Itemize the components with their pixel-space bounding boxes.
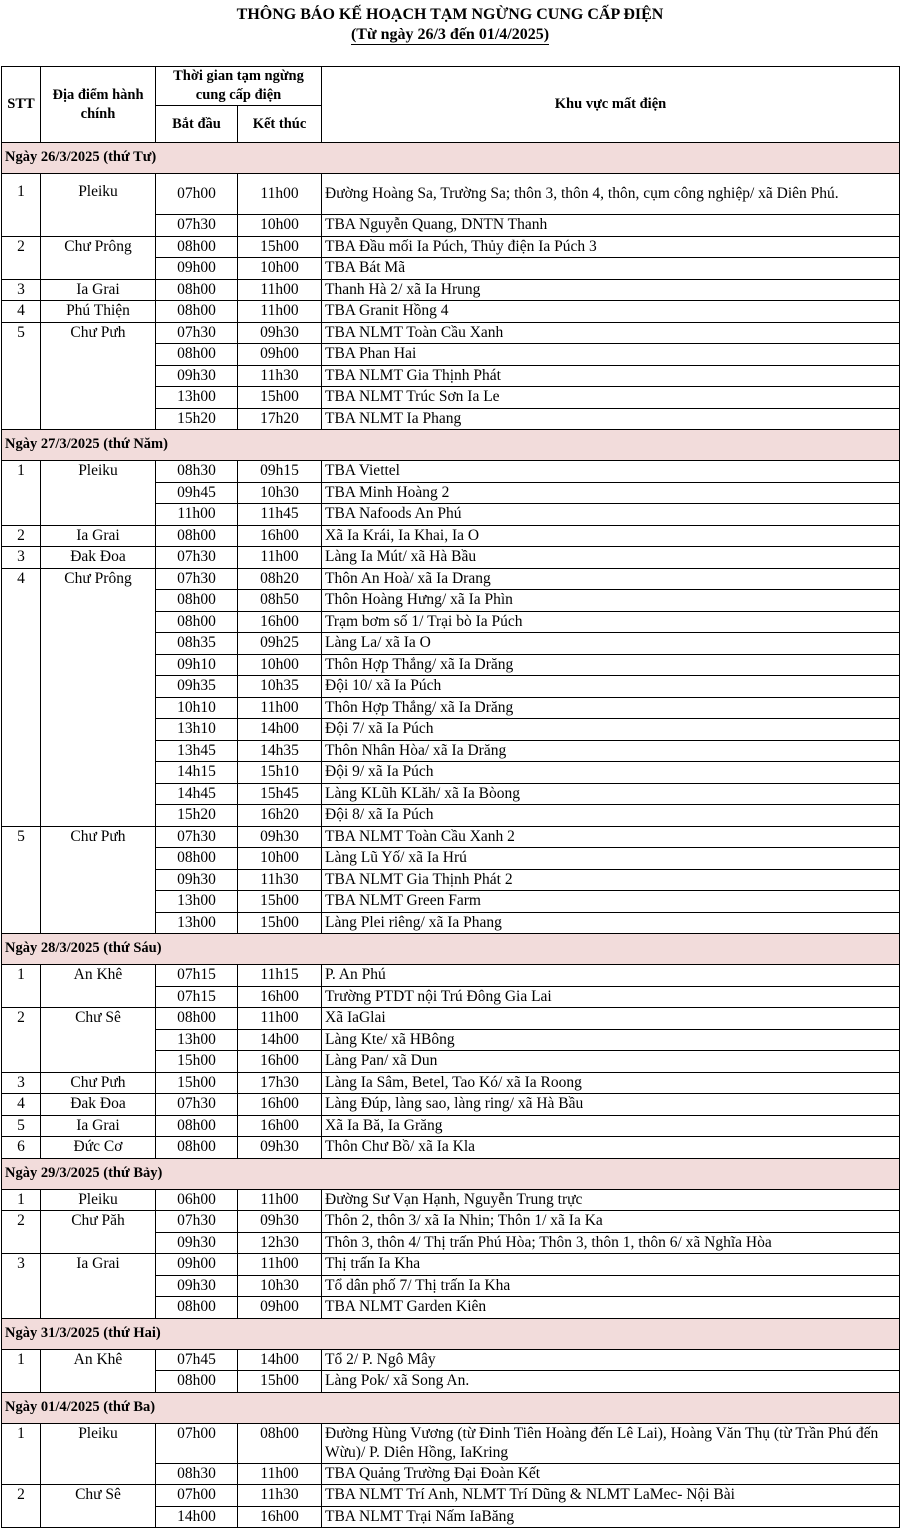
area-cell: TBA Đầu mối Ia Púch, Thủy điện Ia Púch 3 xyxy=(322,236,900,258)
end-time-cell: 10h00 xyxy=(238,215,322,237)
stt-cell: 3 xyxy=(2,1072,41,1094)
start-time-cell: 13h00 xyxy=(156,387,238,409)
stt-cell: 2 xyxy=(2,236,41,279)
area-cell: TBA Granit Hồng 4 xyxy=(322,301,900,323)
table-row xyxy=(2,174,900,215)
day-label: Ngày 28/3/2025 (thứ Sáu) xyxy=(2,934,900,965)
location-cell: Pleiku xyxy=(41,1189,156,1211)
day-header-row xyxy=(2,1392,900,1423)
table-row xyxy=(2,1211,900,1233)
area-cell: Thôn Hoàng Hưng/ xã Ia Phìn xyxy=(322,590,900,612)
area-cell: Đường Sư Vạn Hạnh, Nguyễn Trung trực xyxy=(322,1189,900,1211)
location-cell: Ia Grai xyxy=(41,1115,156,1137)
area-cell: Làng Plei riêng/ xã Ia Phang xyxy=(322,912,900,934)
table-row xyxy=(2,1094,900,1116)
location-cell: Pleiku xyxy=(41,1423,156,1485)
end-time-cell: 09h30 xyxy=(238,1137,322,1159)
area-cell: TBA Quảng Trường Đại Đoàn Kết xyxy=(322,1463,900,1485)
area-cell: TBA Viettel xyxy=(322,461,900,483)
area-cell: Đội 10/ xã Ia Púch xyxy=(322,676,900,698)
area-cell: TBA NLMT Gia Thịnh Phát 2 xyxy=(322,869,900,891)
end-time-cell: 09h30 xyxy=(238,322,322,344)
stt-cell: 6 xyxy=(2,1137,41,1159)
location-cell: Chư Prông xyxy=(41,236,156,279)
end-time-cell: 09h30 xyxy=(238,1211,322,1233)
end-time-cell: 17h20 xyxy=(238,408,322,430)
area-cell: Thôn An Hoà/ xã Ia Drang xyxy=(322,568,900,590)
stt-cell: 4 xyxy=(2,1094,41,1116)
page-subtitle: (Từ ngày 26/3 đến 01/4/2025) xyxy=(350,26,550,43)
area-cell: Thôn 3, thôn 4/ Thị trấn Phú Hòa; Thôn 3, thôn 1, thôn 6/ xã Nghĩa Hòa xyxy=(322,1232,900,1254)
stt-cell: 2 xyxy=(2,525,41,547)
end-time-cell: 09h15 xyxy=(238,461,322,483)
end-time-cell: 16h20 xyxy=(238,805,322,827)
end-time-cell: 10h30 xyxy=(238,482,322,504)
start-time-cell: 09h45 xyxy=(156,482,238,504)
area-cell: Trường PTDT nội Trú Đông Gia Lai xyxy=(322,986,900,1008)
table-row xyxy=(2,1115,900,1137)
area-cell: Tổ dân phố 7/ Thị trấn Ia Kha xyxy=(322,1275,900,1297)
area-cell: Đội 9/ xã Ia Púch xyxy=(322,762,900,784)
end-time-cell: 11h30 xyxy=(238,1485,322,1507)
location-cell: Chư Sê xyxy=(41,1485,156,1528)
end-time-cell: 15h00 xyxy=(238,387,322,409)
location-cell: Ia Grai xyxy=(41,1254,156,1319)
table-row xyxy=(2,1423,900,1463)
col-area: Khu vực mất điện xyxy=(322,67,900,143)
area-cell: Làng Ia Mút/ xã Hà Bầu xyxy=(322,547,900,569)
start-time-cell: 07h30 xyxy=(156,826,238,848)
end-time-cell: 11h30 xyxy=(238,869,322,891)
stt-cell: 1 xyxy=(2,1423,41,1485)
day-header-row xyxy=(2,1158,900,1189)
end-time-cell: 15h00 xyxy=(238,1371,322,1393)
start-time-cell: 08h00 xyxy=(156,1008,238,1030)
stt-cell: 1 xyxy=(2,461,41,526)
area-cell: Làng Pan/ xã Dun xyxy=(322,1051,900,1073)
end-time-cell: 09h25 xyxy=(238,633,322,655)
location-cell: Chư Pưh xyxy=(41,1072,156,1094)
area-cell: TBA NLMT Trúc Sơn Ia Le xyxy=(322,387,900,409)
start-time-cell: 08h30 xyxy=(156,461,238,483)
table-row xyxy=(2,1349,900,1371)
start-time-cell: 08h00 xyxy=(156,1137,238,1159)
area-cell: TBA Minh Hoàng 2 xyxy=(322,482,900,504)
day-label: Ngày 29/3/2025 (thứ Bảy) xyxy=(2,1158,900,1189)
location-cell: Pleiku xyxy=(41,461,156,526)
end-time-cell: 08h50 xyxy=(238,590,322,612)
start-time-cell: 08h00 xyxy=(156,301,238,323)
area-cell: Làng Kte/ xã HBông xyxy=(322,1029,900,1051)
area-cell: Thị trấn Ia Kha xyxy=(322,1254,900,1276)
start-time-cell: 13h00 xyxy=(156,912,238,934)
area-cell: TBA NLMT Gia Thịnh Phát xyxy=(322,365,900,387)
start-time-cell: 14h45 xyxy=(156,783,238,805)
start-time-cell: 14h15 xyxy=(156,762,238,784)
end-time-cell: 16h00 xyxy=(238,611,322,633)
area-cell: Thôn Chư Bồ/ xã Ia Kla xyxy=(322,1137,900,1159)
end-time-cell: 15h10 xyxy=(238,762,322,784)
table-row xyxy=(2,965,900,987)
stt-cell: 5 xyxy=(2,1115,41,1137)
table-body xyxy=(2,143,900,1528)
day-label: Ngày 26/3/2025 (thứ Tư) xyxy=(2,143,900,174)
start-time-cell: 09h10 xyxy=(156,654,238,676)
stt-cell: 5 xyxy=(2,826,41,934)
stt-cell: 1 xyxy=(2,1349,41,1392)
table-row xyxy=(2,301,900,323)
end-time-cell: 14h00 xyxy=(238,1349,322,1371)
end-time-cell: 11h00 xyxy=(238,1189,322,1211)
start-time-cell: 06h00 xyxy=(156,1189,238,1211)
start-time-cell: 09h35 xyxy=(156,676,238,698)
end-time-cell: 11h00 xyxy=(238,1463,322,1485)
start-time-cell: 08h00 xyxy=(156,236,238,258)
start-time-cell: 09h30 xyxy=(156,365,238,387)
end-time-cell: 16h00 xyxy=(238,525,322,547)
start-time-cell: 08h00 xyxy=(156,848,238,870)
start-time-cell: 09h30 xyxy=(156,1232,238,1254)
start-time-cell: 09h30 xyxy=(156,869,238,891)
start-time-cell: 08h00 xyxy=(156,611,238,633)
area-cell: Làng KLũh KLăh/ xã Ia Bòong xyxy=(322,783,900,805)
start-time-cell: 07h30 xyxy=(156,1211,238,1233)
end-time-cell: 09h30 xyxy=(238,826,322,848)
location-cell: Đak Đoa xyxy=(41,547,156,569)
end-time-cell: 11h30 xyxy=(238,365,322,387)
end-time-cell: 10h35 xyxy=(238,676,322,698)
start-time-cell: 08h00 xyxy=(156,1297,238,1319)
col-time-group: Thời gian tạm ngừng cung cấp điện xyxy=(156,67,322,106)
stt-cell: 1 xyxy=(2,174,41,237)
end-time-cell: 10h30 xyxy=(238,1275,322,1297)
table-row xyxy=(2,826,900,848)
location-cell: Đức Cơ xyxy=(41,1137,156,1159)
start-time-cell: 07h15 xyxy=(156,965,238,987)
start-time-cell: 15h20 xyxy=(156,805,238,827)
day-header-row xyxy=(2,143,900,174)
end-time-cell: 15h00 xyxy=(238,891,322,913)
area-cell: TBA NLMT Trí Anh, NLMT Trí Dũng & NLMT LaMec- Nội Bài xyxy=(322,1485,900,1507)
table-row xyxy=(2,279,900,301)
col-start: Bắt đầu xyxy=(156,106,238,143)
location-cell: Ia Grai xyxy=(41,279,156,301)
area-cell: Làng Lũ Yố/ xã Ia Hrú xyxy=(322,848,900,870)
start-time-cell: 09h00 xyxy=(156,258,238,280)
start-time-cell: 08h00 xyxy=(156,590,238,612)
area-cell: TBA NLMT Trại Nấm IaBăng xyxy=(322,1506,900,1528)
start-time-cell: 07h30 xyxy=(156,322,238,344)
area-cell: TBA NLMT Garden Kiên xyxy=(322,1297,900,1319)
end-time-cell: 11h15 xyxy=(238,965,322,987)
start-time-cell: 07h30 xyxy=(156,547,238,569)
area-cell: Làng Pok/ xã Song An. xyxy=(322,1371,900,1393)
start-time-cell: 10h10 xyxy=(156,697,238,719)
end-time-cell: 17h30 xyxy=(238,1072,322,1094)
end-time-cell: 11h00 xyxy=(238,174,322,215)
end-time-cell: 14h00 xyxy=(238,719,322,741)
end-time-cell: 11h00 xyxy=(238,1008,322,1030)
start-time-cell: 08h00 xyxy=(156,344,238,366)
start-time-cell: 07h30 xyxy=(156,1094,238,1116)
day-header-row xyxy=(2,934,900,965)
area-cell: TBA NLMT Toàn Cầu Xanh xyxy=(322,322,900,344)
table-row xyxy=(2,1485,900,1507)
table-row xyxy=(2,1137,900,1159)
day-header-row xyxy=(2,1318,900,1349)
stt-cell: 4 xyxy=(2,568,41,826)
start-time-cell: 11h00 xyxy=(156,504,238,526)
area-cell: TBA Phan Hai xyxy=(322,344,900,366)
start-time-cell: 08h30 xyxy=(156,1463,238,1485)
start-time-cell: 09h00 xyxy=(156,1254,238,1276)
area-cell: TBA Nafoods An Phú xyxy=(322,504,900,526)
location-cell: An Khê xyxy=(41,965,156,1008)
location-cell: Đak Đoa xyxy=(41,1094,156,1116)
col-end: Kết thúc xyxy=(238,106,322,143)
area-cell: Đội 7/ xã Ia Púch xyxy=(322,719,900,741)
day-label: Ngày 27/3/2025 (thứ Năm) xyxy=(2,430,900,461)
area-cell: Làng Ia Sâm, Betel, Tao Kó/ xã Ia Roong xyxy=(322,1072,900,1094)
start-time-cell: 07h15 xyxy=(156,986,238,1008)
table-row xyxy=(2,1008,900,1030)
area-cell: Đường Hoàng Sa, Trường Sa; thôn 3, thôn 4, thôn, cụm công nghiệp/ xã Diên Phú. xyxy=(322,174,900,215)
start-time-cell: 08h00 xyxy=(156,1115,238,1137)
start-time-cell: 13h10 xyxy=(156,719,238,741)
stt-cell: 2 xyxy=(2,1485,41,1528)
end-time-cell: 12h30 xyxy=(238,1232,322,1254)
table-row xyxy=(2,568,900,590)
stt-cell: 3 xyxy=(2,1254,41,1319)
col-location: Địa điểm hành chính xyxy=(41,67,156,143)
end-time-cell: 16h00 xyxy=(238,1094,322,1116)
stt-cell: 4 xyxy=(2,301,41,323)
area-cell: P. An Phú xyxy=(322,965,900,987)
end-time-cell: 16h00 xyxy=(238,1051,322,1073)
table-row xyxy=(2,525,900,547)
end-time-cell: 15h00 xyxy=(238,912,322,934)
location-cell: Chư Prông xyxy=(41,568,156,826)
start-time-cell: 07h45 xyxy=(156,1349,238,1371)
day-label: Ngày 01/4/2025 (thứ Ba) xyxy=(2,1392,900,1423)
col-stt: STT xyxy=(2,67,41,143)
stt-cell: 1 xyxy=(2,965,41,1008)
location-cell: Chư Păh xyxy=(41,1211,156,1254)
area-cell: TBA NLMT Toàn Cầu Xanh 2 xyxy=(322,826,900,848)
page-title: THÔNG BÁO KẾ HOẠCH TẠM NGỪNG CUNG CẤP ĐIỆN xyxy=(236,6,664,23)
area-cell: Đội 8/ xã Ia Púch xyxy=(322,805,900,827)
outage-table xyxy=(1,66,900,1528)
end-time-cell: 09h00 xyxy=(238,1297,322,1319)
start-time-cell: 07h00 xyxy=(156,1423,238,1463)
end-time-cell: 10h00 xyxy=(238,258,322,280)
area-cell: TBA NLMT Green Farm xyxy=(322,891,900,913)
end-time-cell: 11h00 xyxy=(238,301,322,323)
end-time-cell: 08h00 xyxy=(238,1423,322,1463)
area-cell: Thanh Hà 2/ xã Ia Hrung xyxy=(322,279,900,301)
location-cell: Ia Grai xyxy=(41,525,156,547)
day-label: Ngày 31/3/2025 (thứ Hai) xyxy=(2,1318,900,1349)
end-time-cell: 11h00 xyxy=(238,279,322,301)
location-cell: Phú Thiện xyxy=(41,301,156,323)
stt-cell: 3 xyxy=(2,547,41,569)
stt-cell: 1 xyxy=(2,1189,41,1211)
area-cell: Thôn Hợp Thắng/ xã Ia Drăng xyxy=(322,697,900,719)
start-time-cell: 07h30 xyxy=(156,215,238,237)
end-time-cell: 11h45 xyxy=(238,504,322,526)
day-header-row xyxy=(2,430,900,461)
end-time-cell: 14h35 xyxy=(238,740,322,762)
area-cell: Xã Ia Bă, Ia Grăng xyxy=(322,1115,900,1137)
start-time-cell: 08h00 xyxy=(156,279,238,301)
end-time-cell: 11h00 xyxy=(238,697,322,719)
end-time-cell: 11h00 xyxy=(238,547,322,569)
start-time-cell: 08h00 xyxy=(156,1371,238,1393)
start-time-cell: 14h00 xyxy=(156,1506,238,1528)
area-cell: Thôn Hợp Thắng/ xã Ia Drăng xyxy=(322,654,900,676)
stt-cell: 2 xyxy=(2,1008,41,1073)
start-time-cell: 13h00 xyxy=(156,891,238,913)
start-time-cell: 07h30 xyxy=(156,568,238,590)
location-cell: Pleiku xyxy=(41,174,156,237)
area-cell: Làng La/ xã Ia O xyxy=(322,633,900,655)
stt-cell: 3 xyxy=(2,279,41,301)
area-cell: Xã Ia Krái, Ia Khai, Ia O xyxy=(322,525,900,547)
location-cell: Chư Pưh xyxy=(41,322,156,430)
start-time-cell: 15h20 xyxy=(156,408,238,430)
end-time-cell: 09h00 xyxy=(238,344,322,366)
end-time-cell: 11h00 xyxy=(238,1254,322,1276)
start-time-cell: 08h00 xyxy=(156,525,238,547)
table-row xyxy=(2,236,900,258)
area-cell: Thôn 2, thôn 3/ xã Ia Nhin; Thôn 1/ xã Ia Ka xyxy=(322,1211,900,1233)
location-cell: An Khê xyxy=(41,1349,156,1392)
end-time-cell: 10h00 xyxy=(238,848,322,870)
area-cell: Trạm bơm số 1/ Trại bò Ia Púch xyxy=(322,611,900,633)
area-cell: TBA Bát Mã xyxy=(322,258,900,280)
start-time-cell: 07h00 xyxy=(156,174,238,215)
start-time-cell: 15h00 xyxy=(156,1072,238,1094)
table-row xyxy=(2,461,900,483)
start-time-cell: 13h00 xyxy=(156,1029,238,1051)
end-time-cell: 16h00 xyxy=(238,986,322,1008)
location-cell: Chư Pưh xyxy=(41,826,156,934)
end-time-cell: 15h45 xyxy=(238,783,322,805)
start-time-cell: 09h30 xyxy=(156,1275,238,1297)
table-row xyxy=(2,547,900,569)
area-cell: TBA Nguyễn Quang, DNTN Thanh xyxy=(322,215,900,237)
end-time-cell: 15h00 xyxy=(238,236,322,258)
end-time-cell: 14h00 xyxy=(238,1029,322,1051)
table-row xyxy=(2,1072,900,1094)
end-time-cell: 08h20 xyxy=(238,568,322,590)
area-cell: Đường Hùng Vương (từ Đinh Tiên Hoàng đến Lê Lai), Hoàng Văn Thụ (từ Trần Phú đến Wừu)/ P. Diên Hồng, IaKring xyxy=(322,1423,900,1463)
stt-cell: 5 xyxy=(2,322,41,430)
table-row xyxy=(2,1254,900,1276)
end-time-cell: 16h00 xyxy=(238,1115,322,1137)
start-time-cell: 07h00 xyxy=(156,1485,238,1507)
start-time-cell: 13h45 xyxy=(156,740,238,762)
end-time-cell: 16h00 xyxy=(238,1506,322,1528)
end-time-cell: 10h00 xyxy=(238,654,322,676)
start-time-cell: 08h35 xyxy=(156,633,238,655)
area-cell: Tổ 2/ P. Ngô Mây xyxy=(322,1349,900,1371)
stt-cell: 2 xyxy=(2,1211,41,1254)
table-row xyxy=(2,1189,900,1211)
table-row xyxy=(2,322,900,344)
area-cell: TBA NLMT Ia Phang xyxy=(322,408,900,430)
area-cell: Xã IaGlai xyxy=(322,1008,900,1030)
area-cell: Làng Đúp, làng sao, làng ring/ xã Hà Bầu xyxy=(322,1094,900,1116)
location-cell: Chư Sê xyxy=(41,1008,156,1073)
area-cell: Thôn Nhân Hòa/ xã Ia Drăng xyxy=(322,740,900,762)
start-time-cell: 15h00 xyxy=(156,1051,238,1073)
